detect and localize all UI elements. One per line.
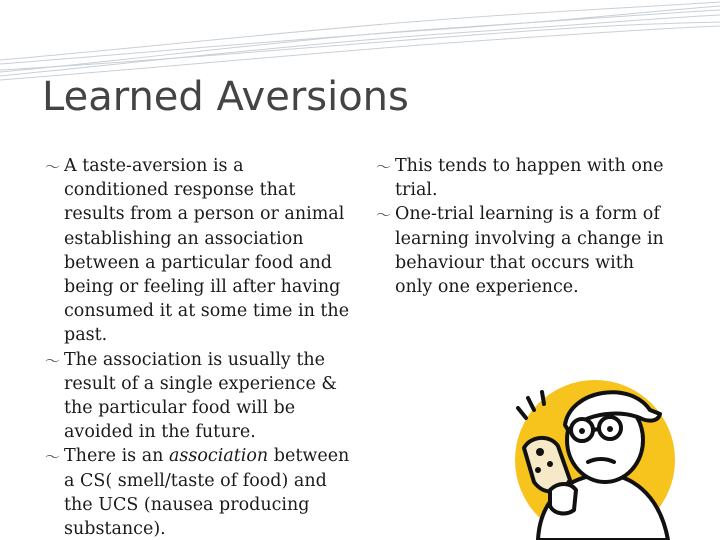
slide-title: Learned Aversions xyxy=(42,74,409,120)
bullet-text: One-trial learning is a form of learning involving a change in behaviour that occurs with only one experience. xyxy=(395,204,664,298)
bullet-text-prefix: There is an xyxy=(64,446,169,467)
curved-wave-icon: 〜 xyxy=(45,351,61,370)
curved-wave-icon: 〜 xyxy=(45,158,61,176)
bullet-item xyxy=(45,154,350,348)
bullet-item xyxy=(376,202,676,299)
curved-wave-icon: 〜 xyxy=(376,206,392,225)
bullet-item xyxy=(45,348,350,445)
right-column xyxy=(376,154,676,299)
curved-wave-icon: 〜 xyxy=(376,158,392,176)
left-column xyxy=(45,154,350,540)
sick-person-eating-icon xyxy=(510,370,680,540)
bullet-text-suffix: between a CS( smell/taste of food) and the UCS (nausea producing substance). xyxy=(64,446,350,540)
bullet-text: A taste-aversion is a conditioned response that results from a person or animal establishing an association between a particular food and being or feeling ill after having consumed it at some time in the past. xyxy=(64,156,350,346)
bullet-item xyxy=(376,154,676,202)
bullet-text: This tends to happen with one trial. xyxy=(395,156,664,201)
curved-wave-icon: 〜 xyxy=(45,448,61,467)
bullet-item xyxy=(45,444,350,540)
bullet-text: The association is usually the result of a single experience & the particular food will be avoided in the future. xyxy=(64,349,337,443)
bullet-text-emphasis: association xyxy=(169,446,269,467)
